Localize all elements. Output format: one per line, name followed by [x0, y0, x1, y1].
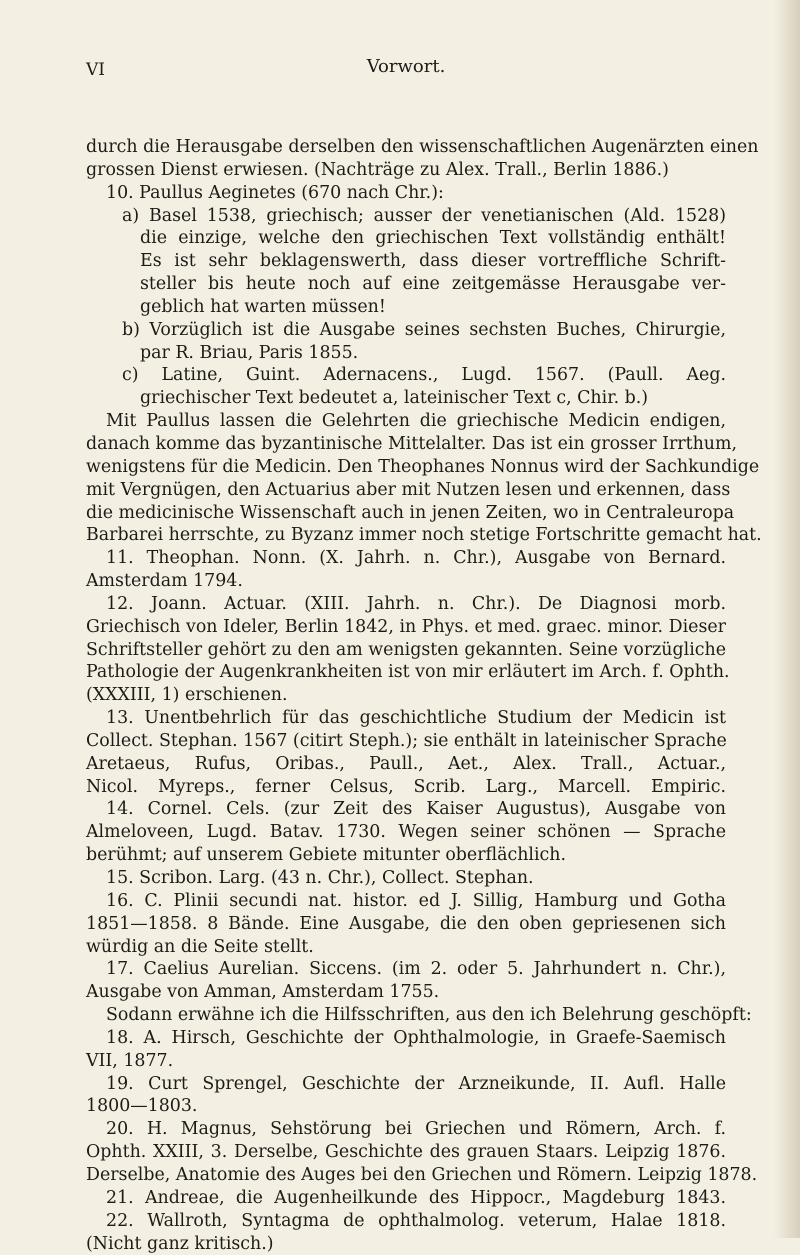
text-line: Barbarei herrschte, zu Byzanz immer noch stetige Fortschritte gemacht hat.	[86, 524, 726, 547]
text-line: danach komme das byzantinische Mittelalter. Das ist ein grosser Irrthum,	[86, 433, 726, 456]
text-line: Sodann erwähne ich die Hilfsschriften, aus den ich Belehrung geschöpft:	[86, 1004, 726, 1027]
text-line: Aretaeus, Rufus, Oribas., Paull., Aet., Alex. Trall., Actuar.,	[86, 753, 726, 776]
text-line: VII, 1877.	[86, 1050, 726, 1073]
text-line: Nicol. Myreps., ferner Celsus, Scrib. Larg., Marcell. Empiric.	[86, 776, 726, 799]
text-line: würdig an die Seite stellt.	[86, 936, 726, 959]
text-line: steller bis heute noch auf eine zeitgemässe Herausgabe ver-	[86, 273, 726, 296]
text-line: Es ist sehr beklagenswerth, dass dieser vortreffliche Schrift-	[86, 250, 726, 273]
list-item-heading: 12. Joann. Actuar. (XIII. Jahrh. n. Chr.). De Diagnosi morb.	[86, 593, 726, 616]
text-line: c) Latine, Guint. Adernacens., Lugd. 1567. (Paull. Aeg.	[86, 364, 726, 387]
list-item-heading: 17. Caelius Aurelian. Siccens. (im 2. oder 5. Jahrhundert n. Chr.),	[86, 958, 726, 981]
text-line: Collect. Stephan. 1567 (citirt Steph.); sie enthält in lateinischer Sprache	[86, 730, 726, 753]
text-line: wenigstens für die Medicin. Den Theophanes Nonnus wird der Sachkundige	[86, 456, 726, 479]
body-text	[86, 136, 726, 1255]
text-line: Amsterdam 1794.	[86, 570, 726, 593]
list-item-heading: 20. H. Magnus, Sehstörung bei Griechen und Römern, Arch. f.	[86, 1118, 726, 1141]
text-line: a) Basel 1538, griechisch; ausser der venetianischen (Ald. 1528)	[86, 205, 726, 228]
text-line: par R. Briau, Paris 1855.	[86, 342, 726, 365]
text-line: Almeloveen, Lugd. Batav. 1730. Wegen seiner schönen — Sprache	[86, 821, 726, 844]
text-line: geblich hat warten müssen!	[86, 296, 726, 319]
running-title: Vorwort.	[86, 56, 726, 77]
text-line: (Nicht ganz kritisch.)	[86, 1233, 726, 1255]
text-line: Ausgabe von Amman, Amsterdam 1755.	[86, 981, 726, 1004]
list-item-heading: 18. A. Hirsch, Geschichte der Ophthalmologie, in Graefe-Saemisch	[86, 1027, 726, 1050]
list-item-heading: 11. Theophan. Nonn. (X. Jahrh. n. Chr.), Ausgabe von Bernard.	[86, 547, 726, 570]
text-line: Pathologie der Augenkrankheiten ist von mir erläutert im Arch. f. Ophth.	[86, 661, 726, 684]
text-line: durch die Herausgabe derselben den wissenschaftlichen Augenärzten einen	[86, 136, 726, 159]
list-item-heading: 22. Wallroth, Syntagma de ophthalmolog. veterum, Halae 1818.	[86, 1210, 726, 1233]
text-line: 1800—1803.	[86, 1095, 726, 1118]
list-item-heading: 21. Andreae, die Augenheilkunde des Hippocr., Magdeburg 1843.	[86, 1187, 726, 1210]
page-edge-shadow	[774, 0, 800, 1238]
list-item-heading: 14. Cornel. Cels. (zur Zeit des Kaiser Augustus), Ausgabe von	[86, 798, 726, 821]
text-line: Griechisch von Ideler, Berlin 1842, in Phys. et med. graec. minor. Dieser	[86, 616, 726, 639]
list-item-heading: 16. C. Plinii secundi nat. histor. ed J. Sillig, Hamburg und Gotha	[86, 890, 726, 913]
text-line: die einzige, welche den griechischen Text vollständig enthält!	[86, 227, 726, 250]
text-line: berühmt; auf unserem Gebiete mitunter oberflächlich.	[86, 844, 726, 867]
text-line: griechischer Text bedeutet a, lateinischer Text c, Chir. b.)	[86, 387, 726, 410]
text-line: die medicinische Wissenschaft auch in jenen Zeiten, wo in Centraleuropa	[86, 502, 726, 525]
list-item-heading: 15. Scribon. Larg. (43 n. Chr.), Collect. Stephan.	[86, 867, 726, 890]
text-line: Mit Paullus lassen die Gelehrten die griechische Medicin endigen,	[86, 410, 726, 433]
list-item-heading: 13. Unentbehrlich für das geschichtliche Studium der Medicin ist	[86, 707, 726, 730]
page-header	[86, 50, 726, 80]
text-line: grossen Dienst erwiesen. (Nachträge zu Alex. Trall., Berlin 1886.)	[86, 159, 726, 182]
list-item-heading: 10. Paullus Aeginetes (670 nach Chr.):	[86, 182, 726, 205]
text-line: Ophth. XXIII, 3. Derselbe, Geschichte des grauen Staars. Leipzig 1876.	[86, 1141, 726, 1164]
text-line: Derselbe, Anatomie des Auges bei den Griechen und Römern. Leipzig 1878.	[86, 1164, 726, 1187]
page-number: VI	[86, 60, 105, 80]
text-line: Schriftsteller gehört zu den am wenigsten gekannten. Seine vorzügliche	[86, 639, 726, 662]
list-item-heading: 19. Curt Sprengel, Geschichte der Arzneikunde, II. Aufl. Halle	[86, 1073, 726, 1096]
text-line: b) Vorzüglich ist die Ausgabe seines sechsten Buches, Chirurgie,	[86, 319, 726, 342]
text-line: 1851—1858. 8 Bände. Eine Ausgabe, die den oben gepriesenen sich	[86, 913, 726, 936]
text-line: mit Vergnügen, den Actuarius aber mit Nutzen lesen und erkennen, dass	[86, 479, 726, 502]
text-line: (XXXIII, 1) erschienen.	[86, 684, 726, 707]
